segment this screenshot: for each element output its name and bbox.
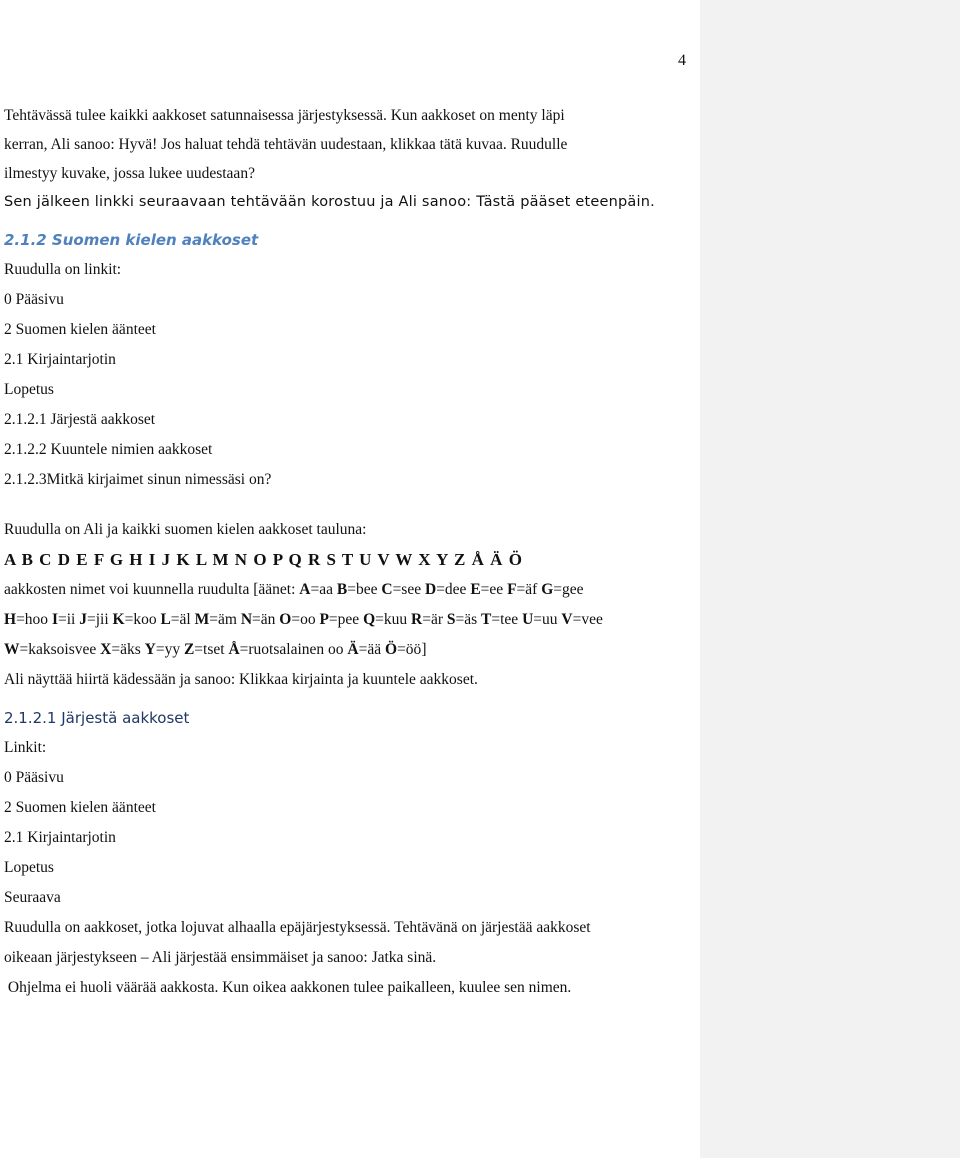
link-item[interactable]: 2.1.2.3Mitkä kirjaimet sinun nimessäsi on? [4, 471, 272, 488]
intro-line-4: Sen jälkeen linkki seuraavaan tehtävään korostuu ja Ali sanoo: Tästä pääset eteenpäin. [4, 194, 655, 210]
link-item[interactable]: 2.1 Kirjaintarjotin [4, 351, 116, 368]
letter-sound: F=äf [507, 581, 538, 598]
letter-sound: Ä=ää [347, 641, 382, 658]
sounds-line-1 [4, 575, 694, 605]
link-item[interactable]: Seuraava [4, 889, 61, 906]
link-item[interactable]: 2.1.2.2 Kuuntele nimien aakkoset [4, 441, 213, 458]
instruction-line: Ali näyttää hiirtä kädessään ja sanoo: Klikkaa kirjainta ja kuuntele aakkoset. [4, 671, 478, 688]
letter-sound: R=är [411, 611, 443, 628]
links-list [4, 285, 694, 495]
link-item[interactable]: Lopetus [4, 381, 54, 398]
link-item[interactable]: 2 Suomen kielen äänteet [4, 321, 156, 338]
letter-sound: X=äks [100, 641, 141, 658]
letter-sound: D=dee [424, 581, 467, 598]
link-item[interactable]: 2.1.2.1 Järjestä aakkoset [4, 411, 156, 428]
page-number: 4 [678, 52, 686, 69]
letter-sound: M=äm [194, 611, 237, 628]
para-line-1: Ruudulla on aakkoset, jotka lojuvat alhaalla epäjärjestyksessä. Tehtävänä on järjestää aakkoset [4, 919, 591, 936]
link-item[interactable]: Lopetus [4, 859, 54, 876]
letter-sound: P=pee [319, 611, 360, 628]
links-list [4, 763, 694, 913]
letter-sound: G=gee [541, 581, 584, 598]
intro-line-3: ilmestyy kuvake, jossa lukee uudestaan? [4, 165, 255, 182]
letter-sound: N=än [240, 611, 276, 628]
letter-sound: Y=yy [144, 641, 181, 658]
link-item[interactable]: 0 Pääsivu [4, 291, 64, 308]
sounds-line-2 [4, 605, 694, 635]
links-label: Linkit: [4, 739, 47, 756]
letter-sound: U=uu [522, 611, 558, 628]
sounds-close: ] [421, 641, 427, 658]
link-item[interactable]: 2.1 Kirjaintarjotin [4, 829, 116, 846]
letter-sound: I=ii [51, 611, 76, 628]
letter-sound: S=äs [446, 611, 478, 628]
intro-line-1: Tehtävässä tulee kaikki aakkoset satunnaisessa järjestyksessä. Kun aakkoset on menty läpi [4, 107, 565, 124]
letter-sound: O=oo [279, 611, 316, 628]
letter-sound: Q=kuu [363, 611, 408, 628]
document-body [4, 101, 694, 1003]
link-item[interactable]: 0 Pääsivu [4, 769, 64, 786]
comment-margin-pane [700, 0, 960, 1158]
letter-sound: V=vee [561, 611, 603, 628]
links-label: Ruudulla on linkit: [4, 261, 122, 278]
para-line-2: oikeaan järjestykseen – Ali järjestää ensimmäiset ja sanoo: Jatka sinä. [4, 949, 437, 966]
letter-sound: W=kaksoisvee [4, 641, 97, 658]
letter-sound: Å=ruotsalainen oo [228, 641, 344, 658]
alphabet-row: A B C D E F G H I J K L M N O P Q R S T U V W X Y Z Å Ä Ö [4, 550, 523, 569]
letter-sound: L=äl [160, 611, 191, 628]
board-intro: Ruudulla on Ali ja kaikki suomen kielen aakkoset tauluna: [4, 521, 367, 538]
letter-sound: Ö=öö [385, 641, 422, 658]
letter-sound: K=koo [112, 611, 157, 628]
letter-sound: T=tee [481, 611, 519, 628]
section-heading-2-1-2-1: 2.1.2.1 Järjestä aakkoset [4, 709, 190, 727]
para-line-3: Ohjelma ei huoli väärää aakkosta. Kun oikea aakkonen tulee paikalleen, kuulee sen nimen. [4, 979, 572, 996]
sounds-line-3 [4, 635, 694, 665]
letter-sound: B=bee [336, 581, 378, 598]
intro-line-2: kerran, Ali sanoo: Hyvä! Jos haluat tehdä tehtävän uudestaan, klikkaa tätä kuvaa. Ruudulle [4, 136, 568, 153]
letter-sound: H=hoo [4, 611, 49, 628]
sounds-intro: aakkosten nimet voi kuunnella ruudulta [äänet: [4, 581, 300, 598]
section-heading-2-1-2: 2.1.2 Suomen kielen aakkoset [4, 231, 259, 249]
letter-sound: E=ee [470, 581, 504, 598]
letter-sound: C=see [381, 581, 422, 598]
letter-sound: A=aa [299, 581, 333, 598]
letter-sound: Z=tset [183, 641, 225, 658]
letter-sound: J=jii [79, 611, 109, 628]
link-item[interactable]: 2 Suomen kielen äänteet [4, 799, 156, 816]
